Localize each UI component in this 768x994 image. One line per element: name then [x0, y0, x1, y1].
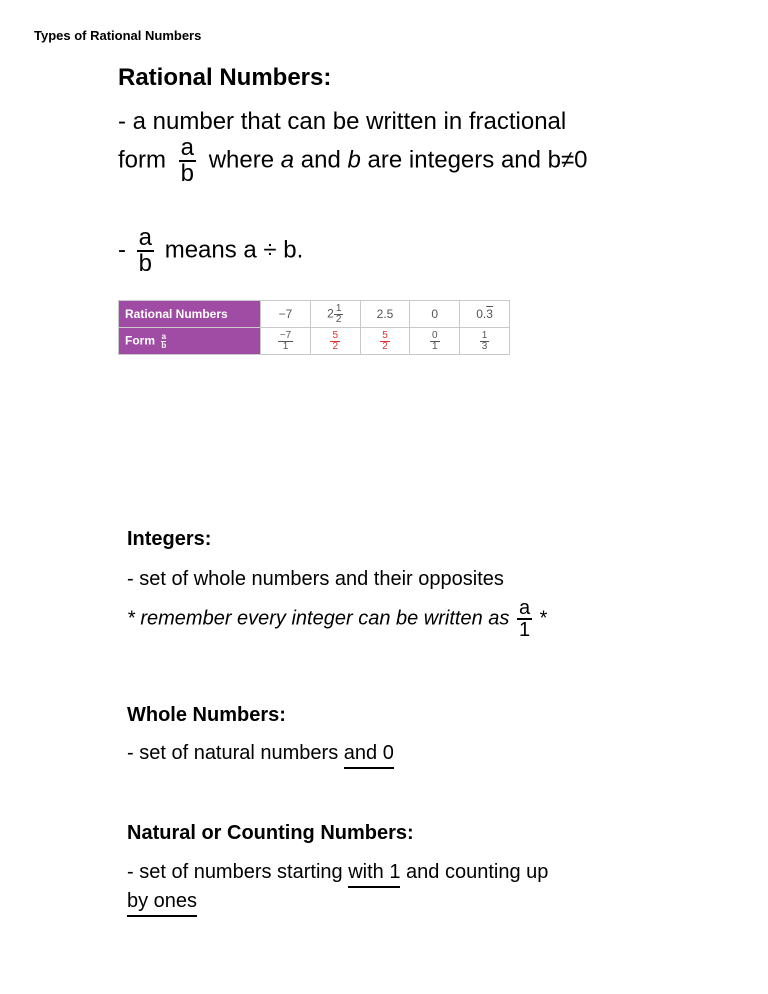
cell-num: 5 — [332, 329, 339, 341]
not-equal-sign: ≠ — [561, 146, 575, 174]
cell-num: 1 — [481, 329, 488, 341]
cell-den: 1 — [282, 340, 289, 352]
cell-den: 2 — [332, 340, 339, 352]
fraction-numerator: a — [138, 224, 153, 251]
fraction-denominator: 1 — [518, 619, 531, 641]
table-cell: −7 — [261, 301, 311, 328]
mixed-den: 2 — [335, 313, 342, 325]
mixed-num: 1 — [335, 302, 342, 314]
table-cell — [310, 328, 360, 355]
table-row — [119, 328, 510, 355]
mini-num: a — [161, 331, 167, 341]
integers-remember-text: * remember every integer can be written as — [127, 607, 510, 630]
table-cell-repeating — [460, 301, 510, 328]
fraction-cell — [430, 331, 440, 352]
mixed-fraction — [334, 304, 344, 325]
table-cell — [261, 328, 311, 355]
fraction-cell — [278, 331, 293, 352]
row-header-rational: Rational Numbers — [119, 301, 261, 328]
form-label: Form — [125, 333, 155, 348]
cell-den: 2 — [382, 340, 388, 352]
integers-phrase: are integers and b — [367, 146, 561, 174]
repeat-digit: 3 — [486, 307, 493, 321]
mini-den: b — [161, 340, 167, 350]
form-mini-fraction — [161, 333, 166, 350]
fraction-cell — [380, 331, 390, 352]
page-header: Types of Rational Numbers — [34, 28, 202, 43]
table-cell — [410, 328, 460, 355]
cell-num: 0 — [431, 329, 438, 341]
rational-examples-table — [118, 300, 510, 355]
table-cell — [360, 328, 410, 355]
natural-line1 — [127, 861, 548, 888]
star: * — [539, 607, 548, 630]
row-header-form — [119, 328, 261, 355]
integers-line1: - set of whole numbers and their opposites — [127, 568, 504, 590]
cell-num: −7 — [279, 329, 292, 341]
mixed-whole: 2 — [327, 306, 334, 321]
fraction-cell — [330, 331, 340, 352]
means-text: means a ÷ b. — [164, 236, 304, 264]
fraction-denominator: b — [138, 250, 153, 277]
fraction-a-over-b — [179, 136, 196, 186]
fraction-numerator: a — [180, 134, 195, 161]
fraction-numerator: a — [518, 597, 531, 619]
rational-line1: - a number that can be written in fractional — [118, 108, 567, 135]
cell-den: 1 — [431, 340, 438, 352]
form-word: form — [118, 146, 166, 174]
table-cell-mixed — [310, 301, 360, 328]
whole-text: - set of natural numbers — [127, 742, 339, 764]
natural-underlined-1: with 1 — [348, 862, 400, 888]
repeat-prefix: 0. — [476, 307, 487, 321]
rational-title: Rational Numbers: — [118, 64, 332, 91]
var-a: a — [280, 146, 295, 174]
table-cell — [460, 328, 510, 355]
and-word: and — [300, 146, 341, 174]
table-row — [119, 301, 510, 328]
fraction-a-over-b-2 — [137, 226, 154, 276]
integers-line2 — [127, 598, 547, 640]
cell-den: 3 — [481, 340, 488, 352]
natural-text: - set of numbers starting — [127, 861, 343, 883]
where-word: where — [208, 146, 275, 174]
var-b: b — [347, 146, 361, 174]
fraction-cell — [480, 331, 490, 352]
cell-num: 5 — [382, 329, 388, 341]
natural-line2 — [127, 890, 197, 917]
dash: - — [118, 236, 126, 264]
natural-title: Natural or Counting Numbers: — [127, 822, 414, 844]
natural-text-2: and counting up — [406, 861, 549, 883]
fraction-a-over-1 — [517, 598, 532, 640]
whole-line1 — [127, 742, 394, 769]
integers-title: Integers: — [127, 528, 212, 550]
zero-value: 0 — [574, 146, 588, 174]
table-cell: 0 — [410, 301, 460, 328]
table-cell: 2.5 — [360, 301, 410, 328]
whole-title: Whole Numbers: — [127, 704, 286, 726]
fraction-denominator: b — [180, 160, 195, 187]
natural-underlined-2: by ones — [127, 891, 197, 917]
whole-underlined: and 0 — [344, 743, 394, 769]
rational-line3 — [118, 226, 303, 276]
rational-line2 — [118, 136, 588, 186]
